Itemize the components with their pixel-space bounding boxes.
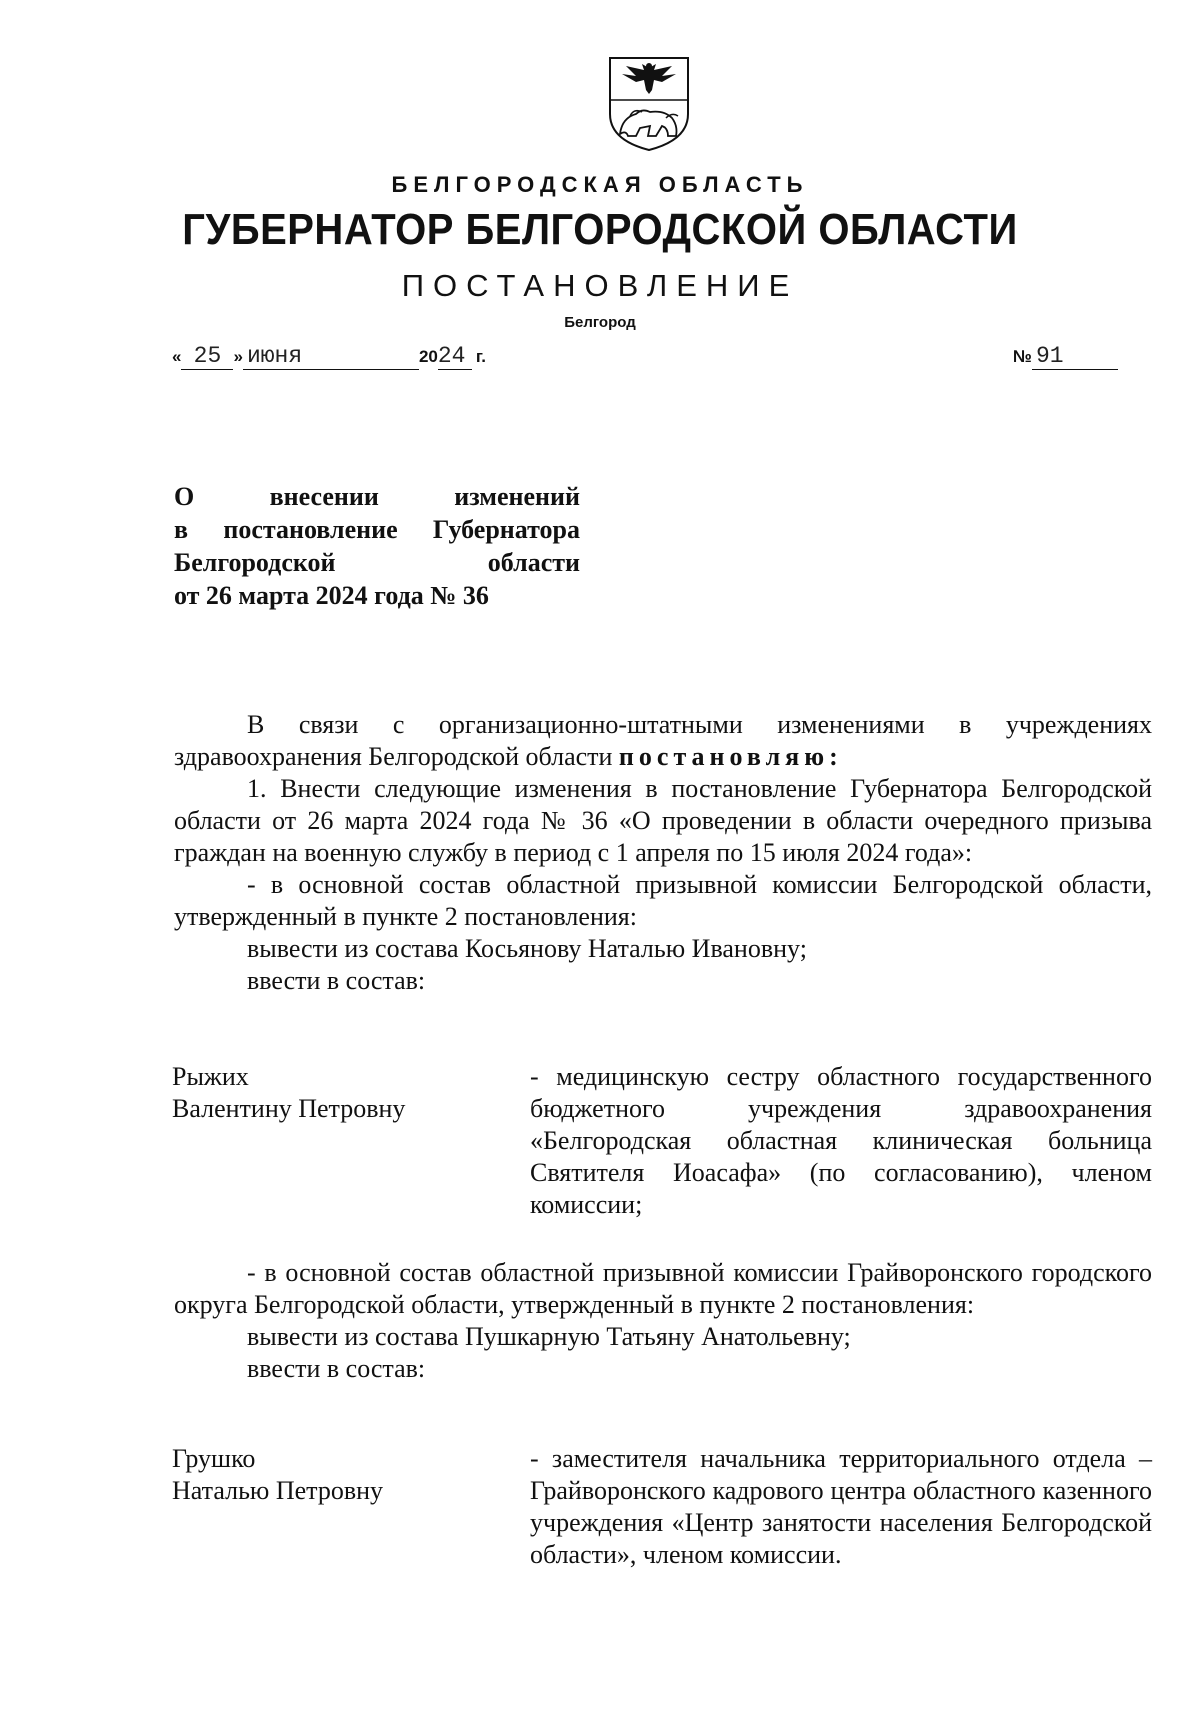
date-year-mark: г. bbox=[475, 347, 486, 366]
date-year-suffix: 24 bbox=[437, 343, 466, 369]
preamble-text: В связи с организационно-штатными изменениями в учреждениях здравоохранения Белгородской области bbox=[174, 710, 1152, 771]
document-title bbox=[174, 480, 580, 612]
number-prefix: № bbox=[1013, 347, 1032, 366]
authority-title: ГУБЕРНАТОР БЕЛГОРОДСКОЙ ОБЛАСТИ bbox=[182, 206, 1018, 254]
member-name bbox=[172, 1061, 532, 1125]
item-1: 1. Внести следующие изменения в постановление Губернатора Белгородской области от 26 марта 2024 года № 36 «О проведении в области очередного призыва граждан на военную службу в период с 1 апреля по 15 июля 2024 года»: bbox=[174, 774, 1152, 867]
title-line: от 26 марта 2024 года № 36 bbox=[174, 581, 489, 610]
date-open-quote: « bbox=[172, 347, 182, 366]
decree-body bbox=[174, 709, 1152, 997]
section1-add: ввести в состав: bbox=[247, 966, 426, 995]
title-line: в постановление Губернатора bbox=[174, 515, 580, 544]
member-given-names: Валентину Петровну bbox=[172, 1094, 406, 1123]
title-line: Белгородской области bbox=[174, 548, 580, 577]
date-close-quote: » bbox=[233, 347, 243, 366]
document-date bbox=[172, 343, 486, 370]
section1-intro: - в основной состав областной призывной комиссии Белгородской области, утвержденный в пункте 2 постановления: bbox=[174, 870, 1152, 931]
member-name bbox=[172, 1443, 532, 1507]
date-year-prefix: 20 bbox=[418, 347, 438, 366]
document-type: ПОСТАНОВЛЕНИЕ bbox=[401, 268, 799, 303]
member-surname: Грушко bbox=[172, 1444, 256, 1473]
region-name: БЕЛГОРОДСКАЯ ОБЛАСТЬ bbox=[391, 172, 809, 197]
member-position: - медицинскую сестру областного государственного бюджетного учреждения здравоохранения «Белгородская областная клиническая больница Святителя Иоасафа» (по согласованию), членом комиссии; bbox=[530, 1062, 1152, 1219]
coat-of-arms-icon bbox=[606, 56, 692, 152]
title-line: О внесении изменений bbox=[174, 482, 580, 511]
member-surname: Рыжих bbox=[172, 1062, 249, 1091]
section2-intro: - в основной состав областной призывной комиссии Грайворонского городского округа Белгородской области, утвержденный в пункте 2 постановления: bbox=[174, 1258, 1152, 1319]
date-day: 25 bbox=[193, 343, 222, 369]
city-name: Белгород bbox=[564, 314, 636, 331]
section2-remove: вывести из состава Пушкарную Татьяну Анатольевну; bbox=[247, 1322, 851, 1351]
decree-body-2 bbox=[174, 1257, 1152, 1385]
section1-remove: вывести из состава Косьянову Наталью Ивановну; bbox=[247, 934, 807, 963]
member-given-names: Наталью Петровну bbox=[172, 1476, 384, 1505]
member-entry bbox=[172, 1061, 1152, 1231]
member-entry bbox=[172, 1443, 1152, 1613]
section2-add: ввести в состав: bbox=[247, 1354, 426, 1383]
decree-word: постановляю: bbox=[618, 742, 843, 771]
document-number bbox=[1013, 343, 1118, 370]
date-month: июня bbox=[246, 343, 303, 369]
member-position: - заместителя начальника территориального отдела – Грайворонского кадрового центра областного казенного учреждения «Центр занятости населения Белгородской области», членом комиссии. bbox=[530, 1444, 1152, 1569]
preamble bbox=[174, 709, 1152, 773]
number-value: 91 bbox=[1035, 343, 1064, 369]
